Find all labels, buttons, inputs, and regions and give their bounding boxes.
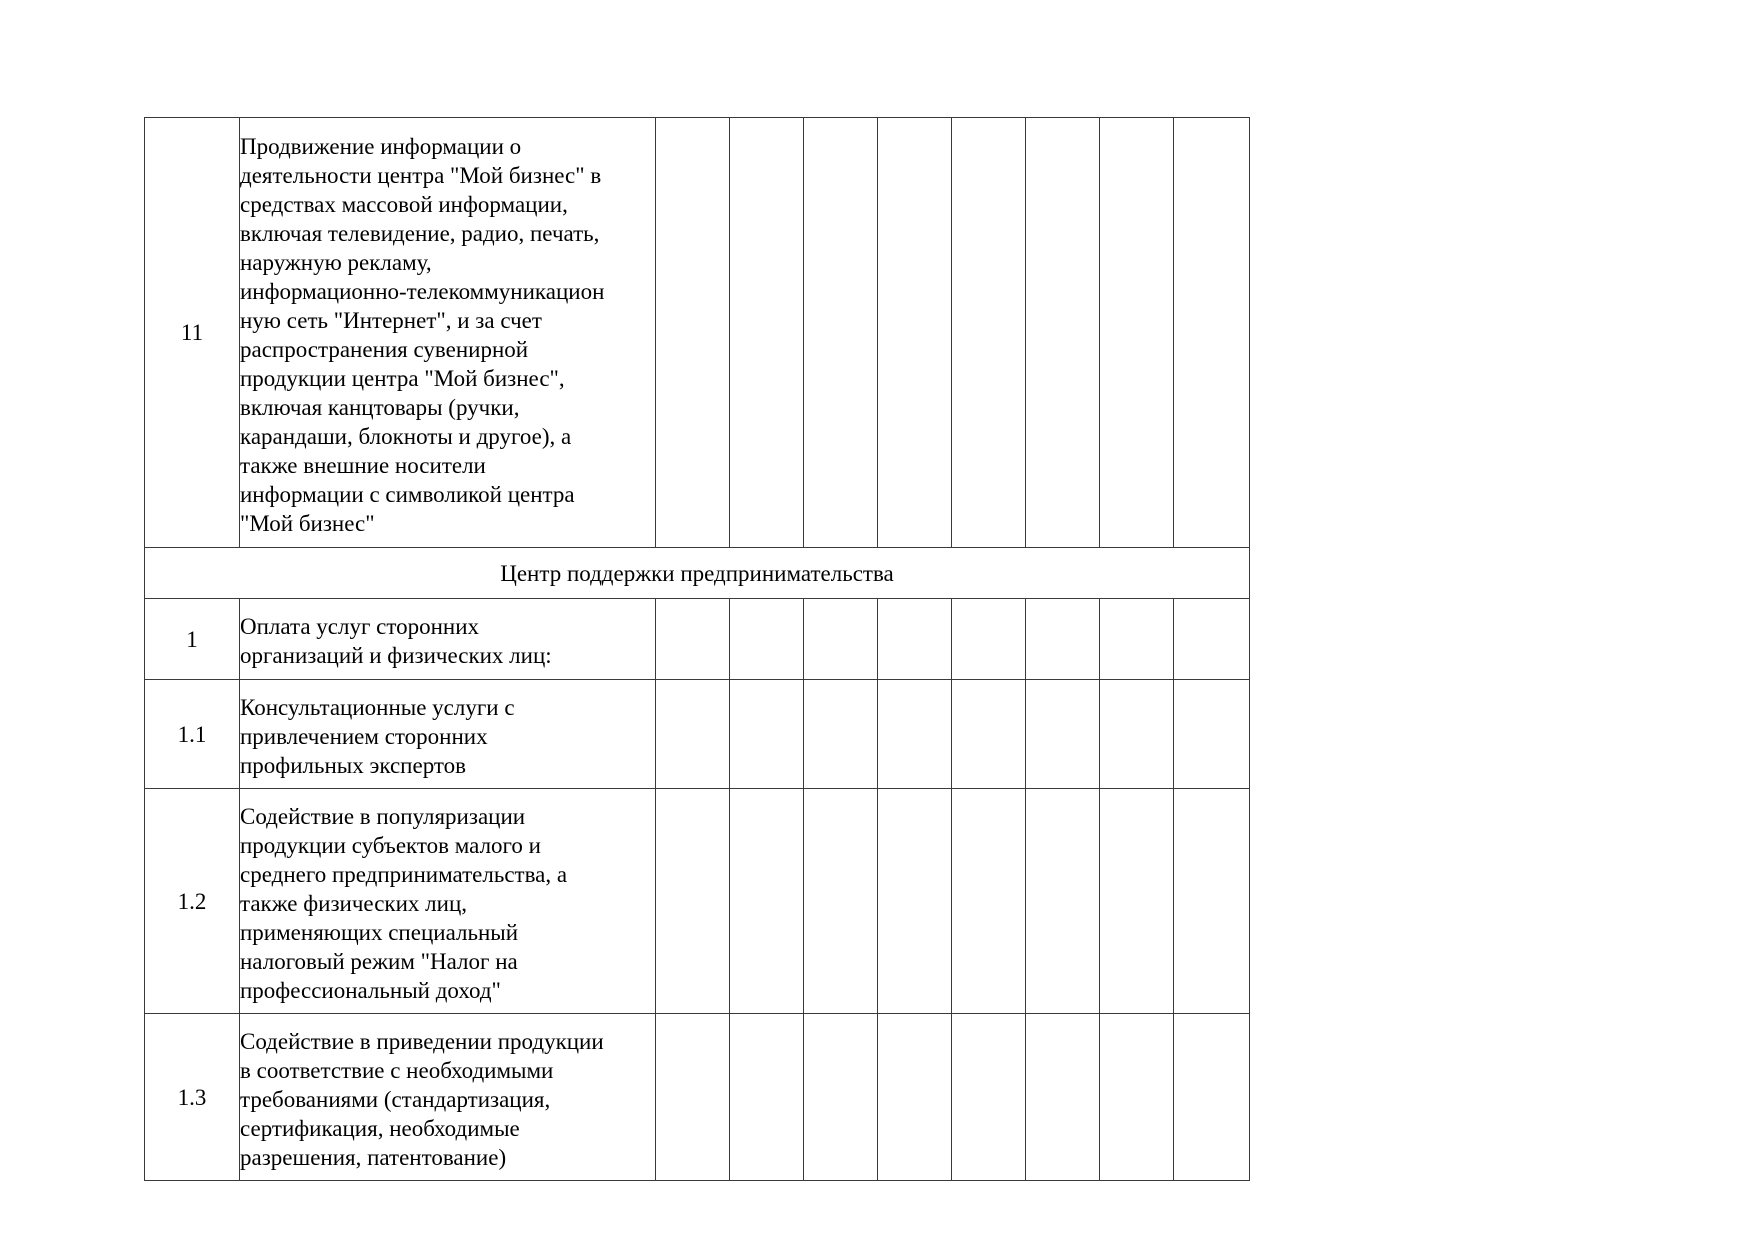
empty-cell [878,118,952,548]
row-description: Содействие в популяризации продукции субъектов малого и среднего предпринимательства, а также физических лиц, применяющих специальный налоговый режим "Налог на профессиональный доход" [240,789,656,1014]
table-row [145,118,1250,548]
empty-cell [878,599,952,680]
empty-cell [952,1014,1026,1181]
section-row [145,548,1250,599]
empty-cell [1026,599,1100,680]
empty-cell [878,680,952,789]
empty-cell [1100,789,1174,1014]
empty-cell [952,789,1026,1014]
empty-cell [878,1014,952,1181]
section-title: Центр поддержки предпринимательства [145,548,1250,599]
row-description: Содействие в приведении продукции в соответствие с необходимыми требованиями (стандартизация, сертификация, необходимые разрешения, патентование) [240,1014,656,1181]
empty-cell [656,599,730,680]
empty-cell [1174,789,1250,1014]
row-description: Оплата услуг сторонних организаций и физических лиц: [240,599,656,680]
table-row [145,1014,1250,1181]
budget-table [144,117,1250,1181]
row-number: 1.1 [145,680,240,789]
table-row [145,599,1250,680]
empty-cell [878,789,952,1014]
empty-cell [1100,680,1174,789]
row-description: Консультационные услуги с привлечением сторонних профильных экспертов [240,680,656,789]
empty-cell [1026,118,1100,548]
empty-cell [804,789,878,1014]
row-description: Продвижение информации о деятельности центра "Мой бизнес" в средствах массовой информации, включая телевидение, радио, печать, наружную рекламу, информационно-телекоммуникацион ную сеть "Интернет", и за счет распространения сувенирной продукции центра "Мой бизнес", включая канцтовары (ручки, карандаши, блокноты и другое), а также внешние носители информации с символикой центра "Мой бизнес" [240,118,656,548]
empty-cell [1100,118,1174,548]
table-row [145,680,1250,789]
empty-cell [1174,680,1250,789]
empty-cell [804,118,878,548]
empty-cell [1026,789,1100,1014]
empty-cell [656,118,730,548]
empty-cell [1174,118,1250,548]
empty-cell [1026,680,1100,789]
empty-cell [730,118,804,548]
empty-cell [804,599,878,680]
empty-cell [730,1014,804,1181]
empty-cell [804,1014,878,1181]
empty-cell [730,599,804,680]
empty-cell [1100,1014,1174,1181]
empty-cell [952,680,1026,789]
empty-cell [730,680,804,789]
empty-cell [656,789,730,1014]
row-number: 1.2 [145,789,240,1014]
empty-cell [730,789,804,1014]
row-number: 1.3 [145,1014,240,1181]
empty-cell [1174,1014,1250,1181]
row-number: 1 [145,599,240,680]
table-row [145,789,1250,1014]
row-number: 11 [145,118,240,548]
empty-cell [1100,599,1174,680]
empty-cell [1026,1014,1100,1181]
empty-cell [804,680,878,789]
empty-cell [952,118,1026,548]
empty-cell [656,680,730,789]
empty-cell [952,599,1026,680]
empty-cell [656,1014,730,1181]
empty-cell [1174,599,1250,680]
